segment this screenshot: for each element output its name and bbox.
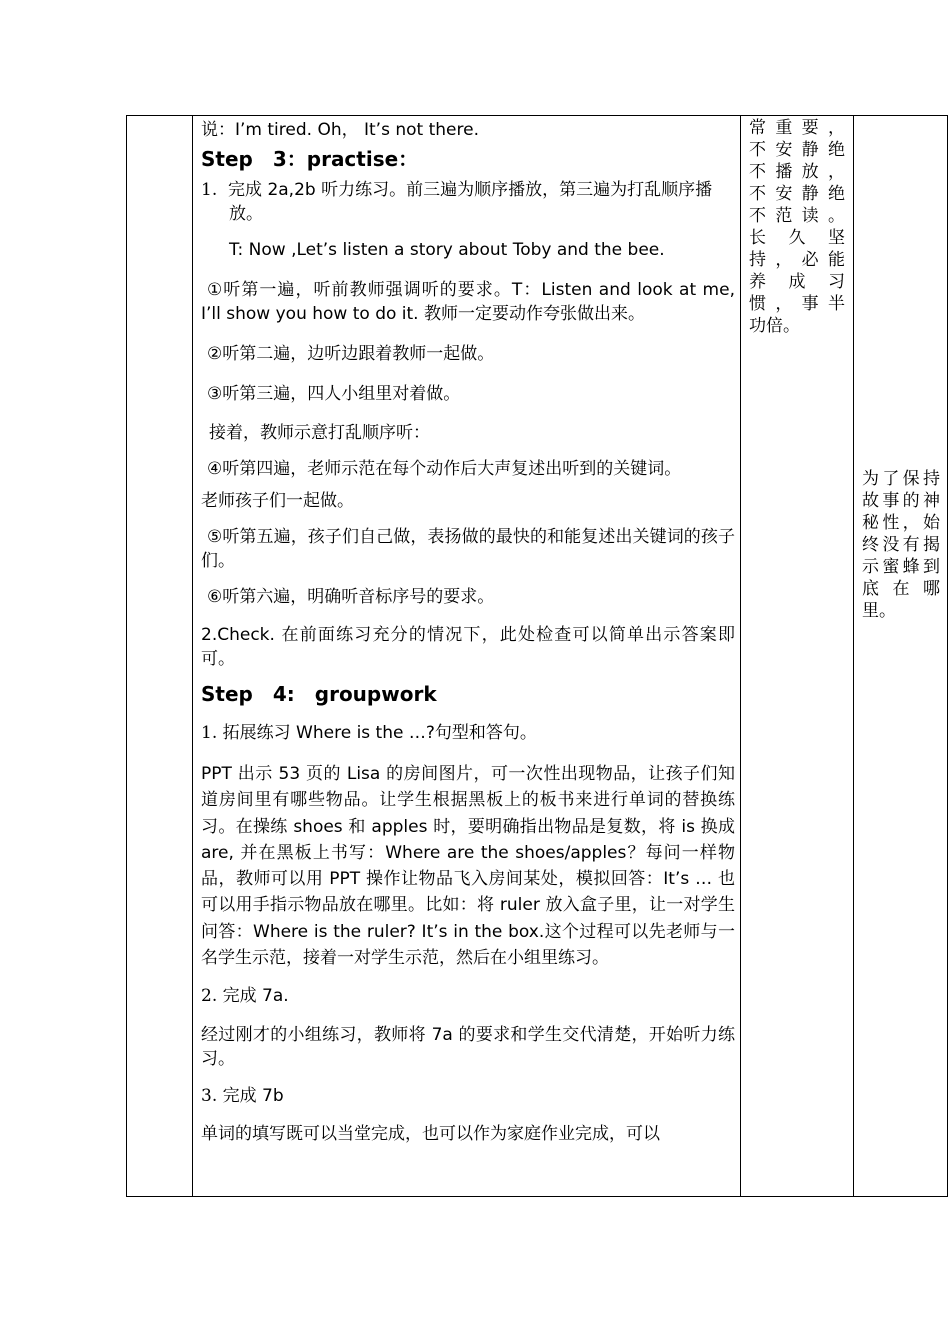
item-1-text: 完成 2a,2b 听力练习。前三遍为顺序播放，第三遍为打乱顺序播放。: [228, 180, 713, 224]
listen-3: ③听第三遍，四人小组里对着做。: [207, 384, 461, 404]
remarks-cell: [862, 468, 940, 622]
last-line: 单词的填写既可以当堂完成，也可以作为家庭作业完成，可以: [201, 1124, 660, 1145]
groupwork-item-1: [201, 721, 735, 745]
remark-line-last: 里。: [862, 601, 896, 621]
listen-6: ⑥听第六遍，明确听音标序号的要求。: [207, 587, 495, 607]
note-line: 持，必能: [749, 250, 845, 270]
note-line: 惯，事半: [749, 294, 845, 314]
table-top-border: [126, 115, 948, 116]
groupwork-item-2: [201, 984, 735, 1008]
note-line-last: 功倍。: [749, 316, 800, 336]
remark-line: 为了保持: [862, 469, 940, 489]
note-line: 不范读。: [749, 206, 845, 226]
listen-4: ④听第四遍，老师示范在每个动作后大声复述出听到的关键词。: [207, 459, 682, 479]
ppt-paragraph: PPT 出示 53 页的 Lisa 的房间图片，可一次性出现物品，让孩子们知道房间里有哪些物品。让学生根据黑板上的板书来进行单词的替换练习。在操练 shoes 和 apples 时，要明确指出物品是复数，将 is 换成 are, 并在黑板上书写：Where are the shoes/apples？每问一样物品，教师可以用 PPT 操作让物品飞入房间某处，模拟回答：It’s … 也可以用手指示物品放在哪里。比如：将 ruler 放入盒子里，让一对学生问答：Where is the ruler? It’s in the box.这个过程可以先老师与一名学生示范，接着一对学生示范，然后在小组里练习。: [201, 764, 735, 969]
remark-line: 故事的神: [862, 491, 940, 511]
note-line: 不安静绝: [749, 184, 845, 204]
groupwork-item-3: [201, 1084, 735, 1108]
then-line: 接着，教师示意打乱顺序听：: [209, 423, 430, 443]
table-divider-3: [853, 115, 854, 1197]
table-bottom-border: [126, 1196, 948, 1197]
check-line: 2.Check. 在前面练习充分的情况下，此处检查可以简单出示答案即可。: [201, 625, 735, 669]
remark-line: 示蜜蜂到: [862, 557, 940, 577]
note-line: 不播放，: [749, 162, 845, 182]
together-line: 老师孩子们一起做。: [201, 491, 354, 511]
groupwork-item-2-desc: 经过刚才的小组练习，教师将 7a 的要求和学生交代清楚，开始听力练习。: [201, 1025, 735, 1070]
groupwork-item-3-text: 完成 7b: [222, 1086, 284, 1107]
remark-line: 秘性，始: [862, 513, 940, 533]
groupwork-item-3-number: 3.: [201, 1086, 218, 1107]
table-border-left: [126, 115, 127, 1197]
table-divider-2: [740, 115, 741, 1197]
remark-line: 终没有揭: [862, 535, 940, 555]
note-line: 长 久 坚: [749, 228, 845, 248]
table-border-right: [947, 115, 948, 1197]
item-1: [201, 178, 735, 226]
lesson-procedure-cell: [201, 118, 735, 1146]
groupwork-item-2-number: 2.: [201, 986, 218, 1007]
intro-line: 说：I’m tired. Oh， It’s not there.: [201, 120, 479, 140]
design-intent-cell: [749, 117, 845, 337]
item-1-number: 1.: [201, 180, 218, 200]
listen-5: ⑤听第五遍，孩子们自己做，表扬做的最快的和能复述出关键词的孩子们。: [201, 527, 735, 571]
listen-1: ①听第一遍，听前教师强调听的要求。T：Listen and look at me, I’ll show you how to do it. 教师一定要动作夸张做出来。: [201, 280, 735, 324]
table-divider-1: [192, 115, 193, 1197]
remark-line: 底 在 哪: [862, 579, 940, 599]
step3-title: Step 3：practise：: [201, 147, 419, 171]
listen-2: ②听第二遍，边听边跟着教师一起做。: [207, 344, 495, 364]
teacher-line: T: Now ,Let’s listen a story about Toby and the bee.: [229, 240, 665, 260]
note-line: 不安静绝: [749, 140, 845, 160]
note-line: 常重要，: [749, 118, 845, 138]
step4-title: Step 4: groupwork: [201, 682, 437, 706]
groupwork-item-2-text: 完成 7a.: [222, 986, 289, 1007]
groupwork-item-1-number: 1.: [201, 723, 218, 743]
groupwork-item-1-text: 拓展练习 Where is the …?句型和答句。: [222, 723, 537, 743]
note-line: 养 成 习: [749, 272, 845, 292]
